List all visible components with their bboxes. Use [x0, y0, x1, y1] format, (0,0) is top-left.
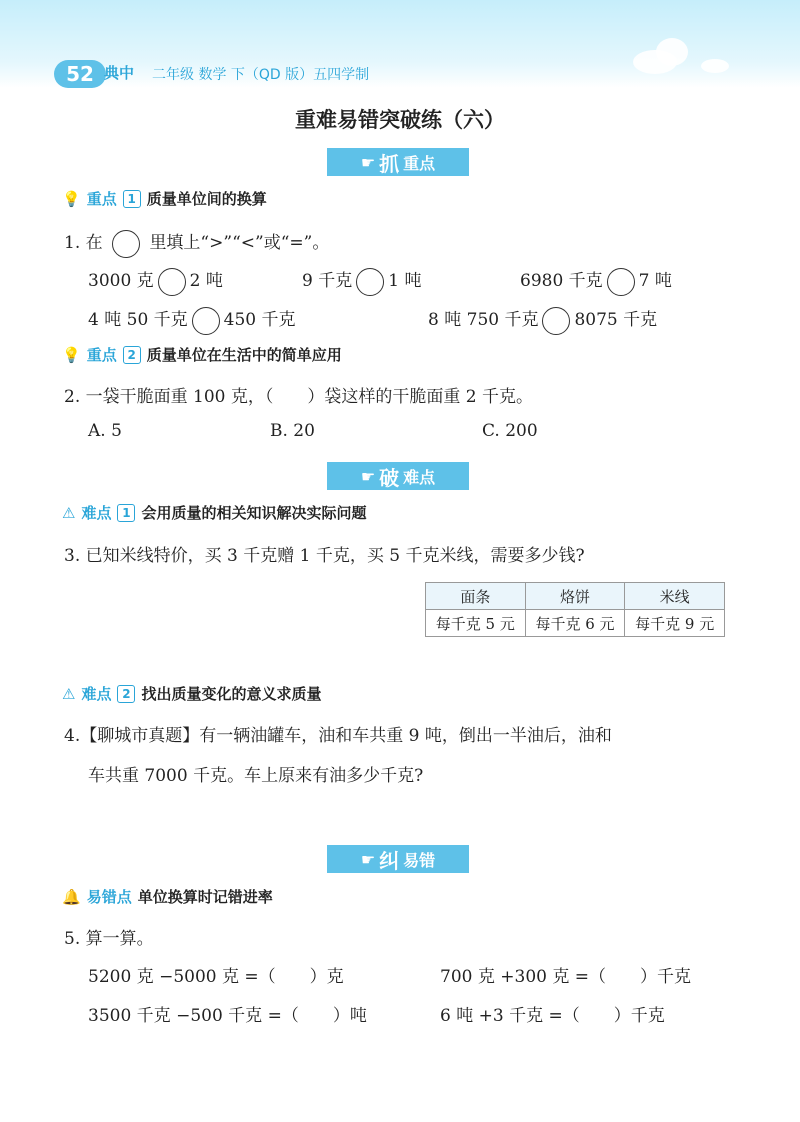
table-header-cell: 米线 [625, 583, 725, 610]
page-title: 重难易错突破练（六） [295, 108, 505, 132]
q2-option-a[interactable]: A. 5 [88, 421, 122, 441]
q5-item: 6 吨 +3 千克 =（ ）千克 [440, 1006, 665, 1026]
question-3-stem: 3. 已知米线特价，买 3 千克赠 1 千克，买 5 千克米线，需要多少钱? [64, 546, 585, 566]
header-subtitle: 二年级 数学 下（QD 版）五四学制 [152, 67, 370, 83]
q1-item-left: 6980 千克 [520, 271, 603, 291]
page-number: 52 [54, 60, 106, 88]
banner-big-char: 抓 [379, 151, 400, 176]
subheading-tag: 难点 [81, 685, 112, 703]
q1-item-right: 450 千克 [223, 310, 296, 330]
alert-bell-icon: 🔔 [62, 887, 81, 906]
subheading-diff2 [62, 683, 321, 704]
subheading-text: 会用质量的相关知识解决实际问题 [141, 504, 367, 522]
question-1-stem [64, 228, 329, 258]
pointing-hand-icon: ☛ [360, 849, 376, 869]
banner-label: 难点 [403, 467, 436, 487]
q1-item-left: 4 吨 50 千克 [88, 310, 188, 330]
subheading-text: 单位换算时记错进率 [137, 888, 273, 906]
q1-item [302, 266, 421, 296]
warning-icon: ⚠ [62, 503, 76, 522]
table-cell: 每千克 5 元 [426, 610, 526, 637]
q1-item-right: 1 吨 [388, 271, 422, 291]
question-5-stem: 5. 算一算。 [64, 929, 154, 949]
subheading-diff1 [62, 502, 366, 523]
lightbulb-icon: 💡 [62, 189, 81, 208]
banner-big-char: 破 [379, 465, 400, 490]
q2-option-b[interactable]: B. 20 [270, 421, 315, 441]
price-table [425, 582, 725, 637]
lightbulb-icon: 💡 [62, 345, 81, 364]
subheading-tag: 难点 [81, 504, 112, 522]
subheading-text: 找出质量变化的意义求质量 [141, 685, 322, 703]
q1-item-right: 2 吨 [189, 271, 223, 291]
subheading-tag: 重点 [86, 190, 117, 208]
question-2-stem: 2. 一袋干脆面重 100 克，（ ）袋这样的干脆面重 2 千克。 [64, 387, 534, 407]
answer-circle[interactable] [158, 268, 186, 296]
subheading-number: 1 [117, 504, 135, 522]
subheading-key2 [62, 344, 342, 365]
q1-item [520, 266, 672, 296]
q1-item-left: 3000 克 [88, 271, 154, 291]
q5-item: 3500 千克 −500 千克 =（ ）吨 [88, 1006, 367, 1026]
brand-logo: 典中 [104, 64, 135, 82]
table-header-cell: 面条 [426, 583, 526, 610]
table-row [426, 610, 725, 637]
section-banner-difficult-points [327, 462, 469, 490]
q1-item [88, 266, 223, 296]
q1-item [428, 305, 657, 335]
q1-item-left: 8 吨 750 千克 [428, 310, 539, 330]
banner-big-char: 纠 [379, 848, 400, 873]
table-header-cell: 烙饼 [525, 583, 625, 610]
banner-label: 重点 [403, 153, 436, 173]
section-banner-key-points [327, 148, 469, 176]
q1-item-right: 8075 千克 [574, 310, 658, 330]
q5-item: 700 克 +300 克 =（ ）千克 [440, 967, 691, 987]
answer-circle[interactable] [356, 268, 384, 296]
pointing-hand-icon: ☛ [360, 152, 376, 172]
answer-circle[interactable] [112, 230, 140, 258]
table-cell: 每千克 9 元 [625, 610, 725, 637]
subheading-tag: 重点 [86, 346, 117, 364]
subheading-number: 2 [117, 685, 135, 703]
subheading-key1 [62, 188, 267, 209]
pointing-hand-icon: ☛ [360, 466, 376, 486]
q1-item-right: 7 吨 [638, 271, 672, 291]
q1-item-left: 9 千克 [302, 271, 353, 291]
subheading-number: 2 [123, 346, 141, 364]
answer-circle[interactable] [542, 307, 570, 335]
warning-icon: ⚠ [62, 684, 76, 703]
question-4-line-1: 4.【聊城市真题】有一辆油罐车，油和车共重 9 吨，倒出一半油后，油和 [64, 726, 612, 746]
table-cell: 每千克 6 元 [525, 610, 625, 637]
q1-stem-part-b: 里填上“>”“<”或“=”。 [149, 233, 330, 253]
question-4-line-2: 车共重 7000 千克。车上原来有油多少千克? [88, 766, 424, 786]
answer-circle[interactable] [192, 307, 220, 335]
banner-label: 易错 [403, 850, 436, 870]
cloud-icon [620, 30, 740, 80]
answer-circle[interactable] [607, 268, 635, 296]
subheading-text: 质量单位间的换算 [146, 190, 267, 208]
section-banner-common-errors [327, 845, 469, 873]
subheading-number: 1 [123, 190, 141, 208]
q1-item [88, 305, 296, 335]
subheading-tag: 易错点 [86, 888, 132, 906]
subheading-error [62, 886, 273, 907]
subheading-text: 质量单位在生活中的简单应用 [146, 346, 342, 364]
q5-item: 5200 克 −5000 克 =（ ）克 [88, 967, 344, 987]
q1-stem-part-a: 1. 在 [64, 233, 103, 253]
q2-option-c[interactable]: C. 200 [482, 421, 538, 441]
table-header-row [426, 583, 725, 610]
